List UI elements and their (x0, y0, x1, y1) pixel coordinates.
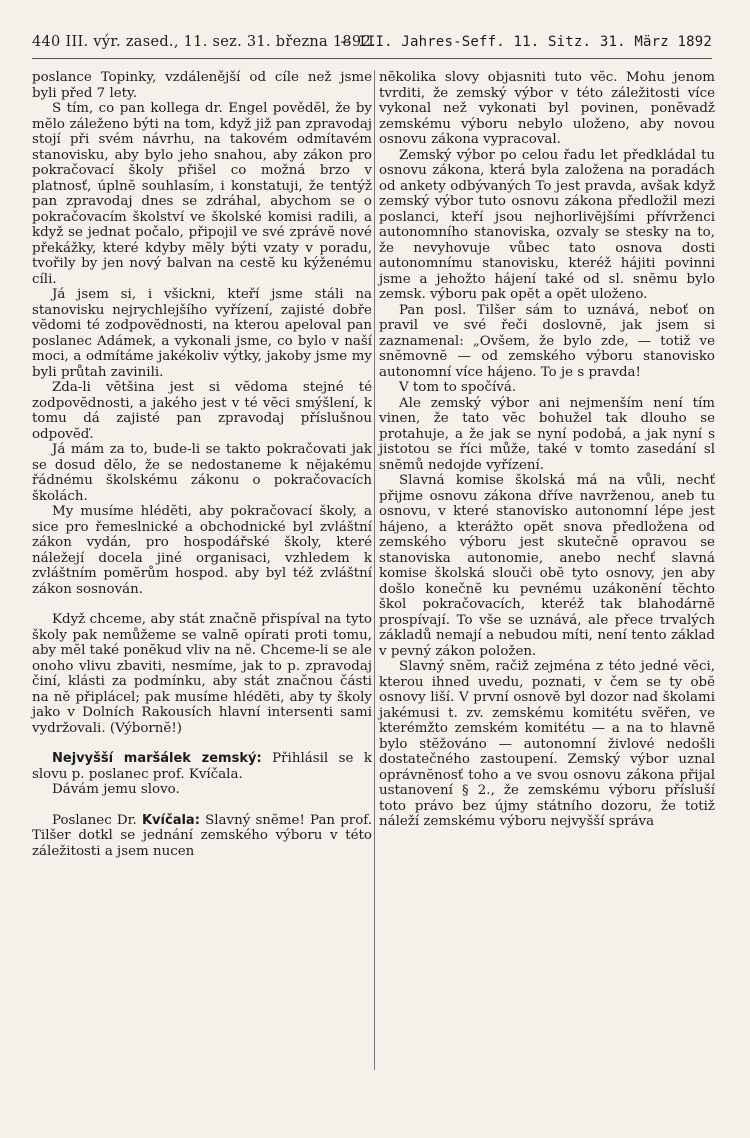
header-german: – III. Jahres-Seff. 11. Sitz. 31. März 1892 (340, 34, 712, 50)
speaker-name: Kvíčala: (141, 812, 200, 828)
paragraph: Když chceme, aby stát značnĕ přispíval na tyto školy pak nemůžeme se valnĕ opírati proti tomu, aby mĕl také ponĕkud vliv na nĕ. Chceme-li se ale onoho vlivu zbaviti, nesmíme, jak to p. zpravodaj činí, klásti za podmínku, aby stát značnou části na nĕ připlácel; pak musíme hlédĕti, aby ty školy jako v Dolních Rakousích hlavní intersenti sami vydržovali. (Výbornĕ!) (32, 612, 372, 736)
left-column (32, 70, 372, 1070)
speaker-text: Slavný snĕme! Pan prof. Tilšer dotkl se jednání zemského výboru v této záležitosti a jsem nucen (32, 812, 372, 859)
paragraph: Slavný snĕm, račiž zejména z této jedné vĕci, kterou ihned uvedu, poznati, v čem se ty obĕ osnovy liší. V první osnovĕ byl dozor nad školami jakémusi t. zv. zemskému komitétu svĕřen, ve kterémžto zemském komitétu — a na to hlavnĕ bylo stĕžováno — autonomní živlové nedošli dostatečného zastoupení. Zemský výbor uznal oprávnĕnosť toho a ve svou osnovu zákona přijal ustanovení § 2., že zemskému výboru přísluší toto právo bez újmy státního dozoru, že totiž náleží zemskému výboru nejvyšší správa (379, 659, 715, 829)
paragraph: Já jsem si, i všickni, kteří jsme stáli na stanovisku nejrychlejšího vyřízení, zajisté dobře vĕdomi té zodpovĕdnosti, na kterou apeloval pan poslanec Adámek, a vykonali jsme, co bylo v naší moci, a odmítáme jakékoliv výtky, jakoby jsme my byli průtah zavinili. (32, 287, 372, 380)
paragraph: Slavná komise školská má na vůli, nechť přijme osnovu zákona dříve navrženou, aneb tu osnovu, v které stanovisko autonomní lépe jest hájeno, a kterážto opĕt snova předložena od zemského výboru jest skutečnĕ opravou se stanoviska autonomie, anebo nechť slavná komise školská slouči obĕ tyto osnovy, jen aby došlo konečnĕ ku pevnému uzákonĕní tĕchto škol pokračovacích, kteréž tak blahodárnĕ prospívají. To vše se uznává, ale přece trvalých základů nemají a nebudou míti, není tento základ v pevný zákon položen. (379, 473, 715, 659)
page-header (32, 34, 712, 59)
header-czech: 440 III. výr. zased., 11. sez. 31. března 1892. (32, 34, 376, 50)
paragraph: S tím, co pan kollega dr. Engel povědĕl, že by mĕlo záleženo býti na tom, když již pan zpravodaj stojí při svém návrhu, na takovém odmítavém stanovisku, aby bylo jeho snahou, aby zákon pro pokračovací školy přišel co možná brzo v platnosť, úplnĕ souhlasím, i konstatuji, že tentýž pan zpravodaj dnes se zdráhal, abychom se o pokračovacím školství ve školské komisi radili, a když se jednat počalo, připojil ve své zprávĕ nové překážky, které kdyby mĕly býti vzaty v poradu, tvořily by jen nový balvan na cestĕ ku kýženému cíli. (32, 101, 372, 287)
paragraph: My musíme hlédĕti, aby pokračovací školy, a sice pro řemeslnické a obchodnické byl zvláštní zákon vydán, pro hospodářské školy, které náležejí docela jiné organisaci, vzhledem k zvláštním pomĕrům hospod. aby byl též zvláštní zákon sosnován. (32, 504, 372, 597)
paragraph: Já mám za to, bude-li se takto pokračovati jak se dosud dĕlo, že se nedostaneme k nĕjakému řádnému školskému zákonu o pokračovacích školách. (32, 442, 372, 504)
speaker-paragraph (32, 813, 372, 860)
paragraph: nĕkolika slovy objasniti tuto vĕc. Mohu jenom tvrditi, že zemský výbor v této záležitosti více vykonal než vykonati byl povinen, ponĕvadž zemskému výboru nebylo uloženo, aby novou osnovu zákona vypracoval. (379, 70, 715, 147)
right-column (374, 70, 715, 1070)
paragraph: Zda-li vĕtšina jest si vĕdoma stejné té zodpovĕdnosti, a jakého jest v té vĕci smýšlení, k tomu dá zajisté pan zpravodaj příslušnou odpovĕď. (32, 380, 372, 442)
paragraph: poslance Topinky, vzdálenější od cíle než jsme byli před 7 lety. (32, 70, 372, 101)
speaker-name: Nejvyšší maršálek zemský: (52, 751, 262, 766)
paragraph: V tom to spočívá. (399, 380, 517, 395)
speaker-paragraph (32, 751, 372, 782)
paragraph: Pan posl. Tilšer sám to uznává, neboť on pravil ve své řeči doslovnĕ, jak jsem si zaznamenal: „Ovšem, že bylo zde, — totiž ve snĕmovnĕ — od zemského výboru stanovisko autonomní více hájeno. To je s pravda! (379, 302, 715, 380)
speaker-text: Přihlásil se k slovu p. poslanec prof. Kvíčala. (32, 751, 372, 782)
speaker-title: Poslanec Dr. (52, 812, 137, 828)
paragraph: Zemský výbor po celou řadu let předkládal tu osnovu zákona, která byla založena na poradách od ankety odbývaných To jest pravda, avšak když zemský výbor tuto osnovu zákona předložil mezi poslanci, kteří jsou nejhorlivĕjšími přívrženci autonomního stanoviska, ozvaly se stesky na to, že nevyhovuje vůbec tato osnova dosti autonomnímu stanovisku, kteréž hájiti povinni jsme a jehožto hájení také od sl. snĕmu bylo zemsk. výboru pak opĕt a opĕt uloženo. (379, 147, 715, 302)
paragraph: Ale zemský výbor ani nejmenším není tím vinen, že tato vĕc bohužel tak dlouho se protahuje, a že jak se nyní podobá, a jak nyní s jistotou se říci může, také v tomto zasedání sl snĕmů nedojde vyřízení. (379, 395, 715, 473)
paragraph: Dávám jemu slovo. (52, 782, 180, 797)
